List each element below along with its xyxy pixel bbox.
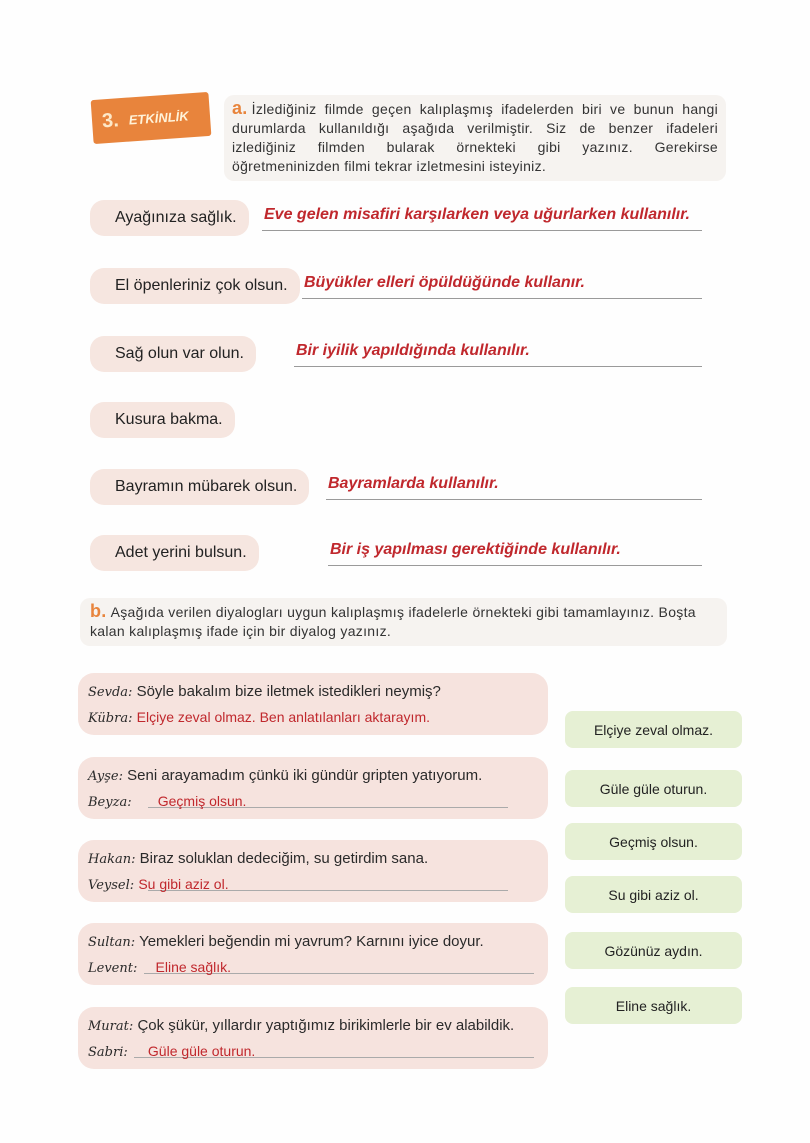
- dialog-line: Biraz soluklan dedeciğim, su getirdim sana.: [139, 850, 429, 867]
- option-chip: Su gibi aziz ol.: [565, 876, 742, 913]
- phrase-row: [90, 268, 702, 308]
- option-chip: Geçmiş olsun.: [565, 823, 742, 860]
- speaker: Sabri:: [88, 1045, 128, 1060]
- phrase-answer[interactable]: Büyükler elleri öpüldüğünde kullanır.: [304, 274, 585, 291]
- part-a-text: İzlediğiniz filmde geçen kalıplaşmış ifadelerden biri ve bunun hangi durumlarda kullanıldığı aşağıda verilmiştir. Siz de benzer ifadeleri izlediğiniz filmden bularak örnekteki gibi yazınız. Gerekirse öğretmeninizden filmi tekrar izletmesini isteyiniz.: [232, 101, 718, 174]
- dialog-answer[interactable]: Elçiye zeval olmaz. Ben anlatılanları aktarayım.: [136, 709, 430, 725]
- dialog-line: Söyle bakalım bize iletmek istedikleri neymiş?: [136, 683, 441, 700]
- phrase-row: [90, 402, 702, 442]
- speaker: Kübra:: [88, 711, 133, 726]
- phrase-row: [90, 336, 702, 376]
- phrase-label: Sağ olun var olun.: [90, 336, 256, 372]
- activity-label: ETKİNLİK: [128, 107, 190, 128]
- dialog-answer[interactable]: Güle güle oturun.: [147, 1043, 256, 1059]
- dialog-box: [78, 840, 548, 902]
- dialog-box: [78, 757, 548, 819]
- speaker: Murat:: [88, 1019, 134, 1034]
- dialog-box: [78, 923, 548, 985]
- speaker: Beyza:: [88, 795, 132, 810]
- activity-badge: [91, 92, 212, 144]
- phrase-label: El öpenleriniz çok olsun.: [90, 268, 300, 304]
- part-a-mark: a.: [232, 98, 248, 118]
- part-b-mark: b.: [90, 601, 107, 621]
- speaker: Levent:: [88, 961, 138, 976]
- dialog-box: [78, 673, 548, 735]
- part-b-text: Aşağıda verilen diyalogları uygun kalıplaşmış ifadelerle örnekteki gibi tamamlayınız. Boşta kalan kalıplaşmış ifade için bir diyalog yazınız.: [90, 604, 696, 639]
- dialog-answer[interactable]: Su gibi aziz ol.: [138, 876, 229, 892]
- dialog-answer[interactable]: Eline sağlık.: [155, 959, 231, 975]
- dialog-answer[interactable]: Geçmiş olsun.: [157, 793, 247, 809]
- dialog-box: [78, 1007, 548, 1069]
- phrase-label: Bayramın mübarek olsun.: [90, 469, 309, 505]
- part-b-instruction: [80, 598, 727, 646]
- phrase-answer[interactable]: Bir iş yapılması gerektiğinde kullanılır.: [330, 541, 621, 558]
- phrase-label: Kusura bakma.: [90, 402, 235, 438]
- speaker: Veysel:: [88, 878, 135, 893]
- speaker: Ayşe:: [88, 769, 123, 784]
- phrase-label: Adet yerini bulsun.: [90, 535, 259, 571]
- option-chip: Elçiye zeval olmaz.: [565, 711, 742, 748]
- speaker: Hakan:: [88, 852, 136, 867]
- phrase-row: [90, 469, 702, 509]
- dialog-line: Çok şükür, yıllardır yaptığımız birikimlerle bir ev alabildik.: [137, 1017, 515, 1034]
- speaker: Sevda:: [88, 685, 133, 700]
- option-chip: Eline sağlık.: [565, 987, 742, 1024]
- activity-number: 3.: [101, 108, 120, 132]
- phrase-label: Ayağınıza sağlık.: [90, 200, 249, 236]
- option-chip: Gözünüz aydın.: [565, 932, 742, 969]
- dialog-line: Yemekleri beğendin mi yavrum? Karnını iyice doyur.: [139, 933, 484, 950]
- part-a-instruction: [224, 95, 726, 181]
- phrase-answer[interactable]: Eve gelen misafiri karşılarken veya uğurlarken kullanılır.: [264, 206, 690, 223]
- speaker: Sultan:: [88, 935, 136, 950]
- phrase-row: [90, 200, 702, 240]
- phrase-row: [90, 535, 702, 575]
- phrase-answer[interactable]: Bir iyilik yapıldığında kullanılır.: [296, 342, 530, 359]
- option-chip: Güle güle oturun.: [565, 770, 742, 807]
- phrase-answer[interactable]: Bayramlarda kullanılır.: [328, 475, 499, 492]
- dialog-line: Seni arayamadım çünkü iki gündür gripten yatıyorum.: [127, 767, 483, 784]
